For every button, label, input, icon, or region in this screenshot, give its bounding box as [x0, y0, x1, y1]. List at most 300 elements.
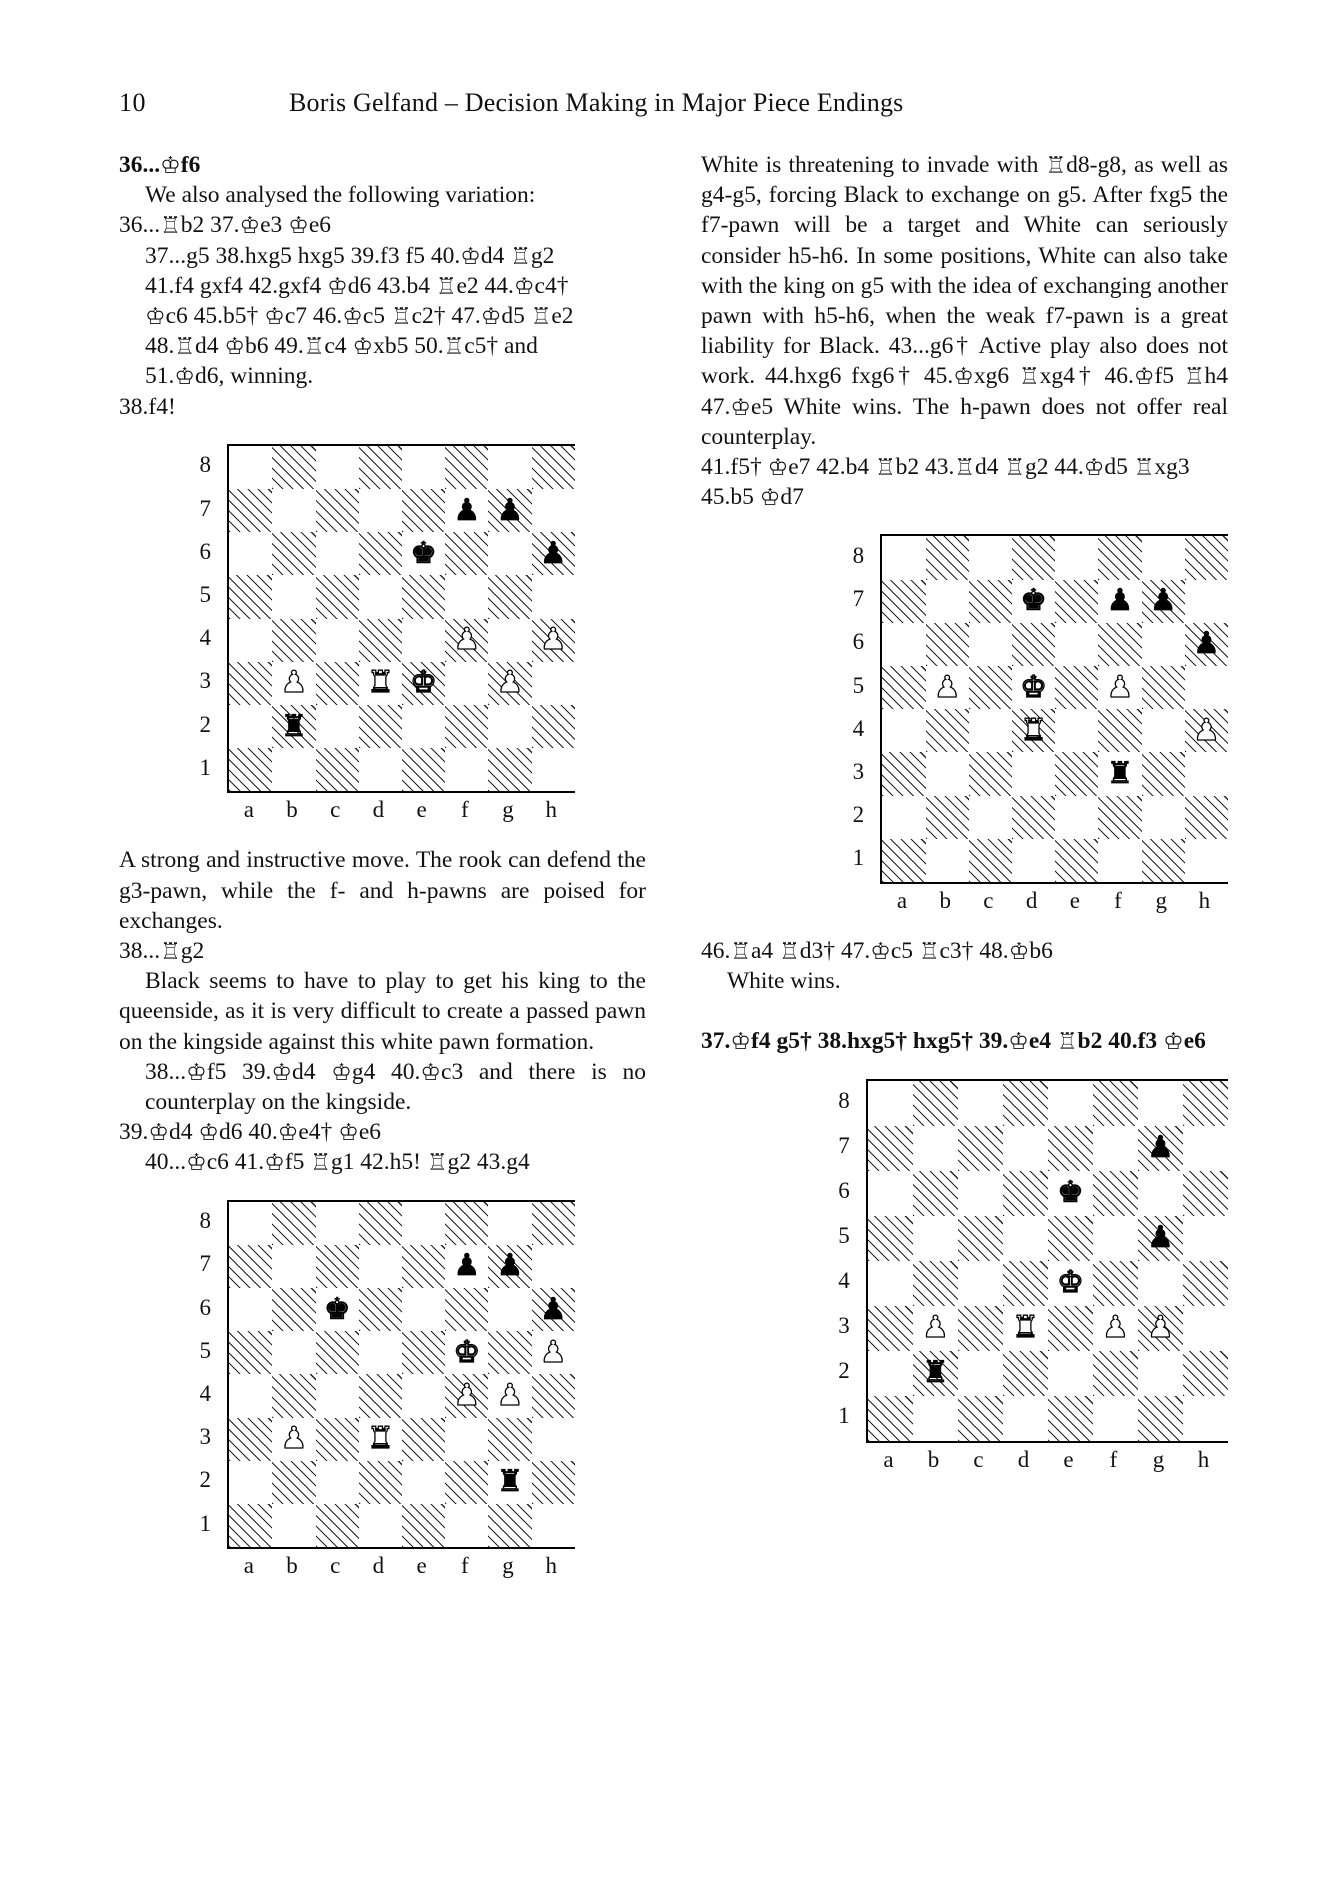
square-a2[interactable] [882, 796, 925, 839]
square-b7[interactable] [926, 580, 969, 623]
square-e3[interactable] [402, 662, 445, 705]
square-h6[interactable] [1183, 1171, 1228, 1216]
square-b6[interactable] [272, 1288, 315, 1331]
square-a5[interactable] [868, 1216, 913, 1261]
chess-piece-br: ♜ [496, 1464, 524, 1500]
square-b1[interactable] [926, 839, 969, 882]
square-a8[interactable] [229, 1202, 272, 1245]
square-f7[interactable] [445, 1245, 488, 1288]
square-f5[interactable] [1093, 1216, 1138, 1261]
rank-label-8: 8 [852, 543, 865, 569]
square-c5[interactable] [969, 666, 1012, 709]
square-c1[interactable] [316, 748, 359, 791]
square-g2[interactable] [1138, 1351, 1183, 1396]
square-f1[interactable] [1093, 1396, 1138, 1441]
square-b2[interactable] [272, 705, 315, 748]
square-d6[interactable] [359, 532, 402, 575]
square-b3[interactable] [272, 1418, 315, 1461]
square-b7[interactable] [272, 1245, 315, 1288]
square-g4[interactable] [488, 1374, 531, 1417]
square-d4[interactable] [1012, 709, 1055, 752]
square-g2[interactable] [488, 705, 531, 748]
square-a1[interactable] [882, 839, 925, 882]
square-a1[interactable] [229, 1504, 272, 1547]
square-h3[interactable] [1183, 1306, 1228, 1351]
square-f1[interactable] [1098, 839, 1141, 882]
square-a6[interactable] [882, 623, 925, 666]
square-f2[interactable] [1093, 1351, 1138, 1396]
square-g8[interactable] [488, 446, 531, 489]
square-c8[interactable] [969, 536, 1012, 579]
square-g4[interactable] [1142, 709, 1185, 752]
square-a5[interactable] [882, 666, 925, 709]
file-label-a: a [883, 1446, 894, 1472]
square-d7[interactable] [359, 1245, 402, 1288]
chess-piece-bp: ♟ [1147, 1130, 1174, 1166]
square-f6[interactable] [445, 532, 488, 575]
square-e7[interactable] [402, 489, 445, 532]
file-label-c: c [330, 1553, 341, 1579]
file-label-g: g [1152, 1446, 1165, 1472]
square-g8[interactable] [1138, 1081, 1183, 1126]
file-label-f: f [460, 797, 469, 823]
square-b4[interactable] [272, 619, 315, 662]
square-e6[interactable] [1055, 623, 1098, 666]
square-g6[interactable] [488, 532, 531, 575]
square-c7[interactable] [316, 1245, 359, 1288]
square-d8[interactable] [1003, 1081, 1048, 1126]
square-e1[interactable] [402, 748, 445, 791]
square-h4[interactable] [532, 1374, 575, 1417]
diagram-1-wrapper [119, 444, 646, 824]
square-f2[interactable] [1098, 796, 1141, 839]
square-g2[interactable] [1142, 796, 1185, 839]
file-labels-1 [227, 793, 573, 823]
square-d1[interactable] [359, 1504, 402, 1547]
square-a6[interactable] [868, 1171, 913, 1216]
square-c1[interactable] [316, 1504, 359, 1547]
square-e6[interactable] [402, 1288, 445, 1331]
square-e1[interactable] [1048, 1396, 1093, 1441]
square-d7[interactable] [1012, 580, 1055, 623]
square-g3[interactable] [488, 1418, 531, 1461]
square-a4[interactable] [868, 1261, 913, 1306]
square-g5[interactable] [1142, 666, 1185, 709]
square-e2[interactable] [1055, 796, 1098, 839]
square-b6[interactable] [913, 1171, 958, 1216]
square-b8[interactable] [272, 1202, 315, 1245]
square-a4[interactable] [229, 1374, 272, 1417]
square-b8[interactable] [913, 1081, 958, 1126]
square-e3[interactable] [1048, 1306, 1093, 1351]
square-g6[interactable] [488, 1288, 531, 1331]
square-b4[interactable] [913, 1261, 958, 1306]
square-c8[interactable] [316, 446, 359, 489]
file-label-g: g [1155, 888, 1167, 914]
rank-label-1: 1 [852, 845, 865, 871]
square-b7[interactable] [913, 1126, 958, 1171]
square-c3[interactable] [969, 752, 1012, 795]
file-label-e: e [416, 1553, 427, 1579]
square-h5[interactable] [1183, 1216, 1228, 1261]
chess-piece-wp: ♟ [1102, 1310, 1129, 1346]
chess-board-1 [227, 444, 575, 794]
square-h8[interactable] [1183, 1081, 1228, 1126]
square-e8[interactable] [402, 1202, 445, 1245]
square-h7[interactable] [1185, 580, 1228, 623]
square-c1[interactable] [969, 839, 1012, 882]
square-c6[interactable] [958, 1171, 1003, 1216]
square-f6[interactable] [445, 1288, 488, 1331]
square-c3[interactable] [958, 1306, 1003, 1351]
chess-piece-wp: ♟ [922, 1310, 949, 1346]
square-c6[interactable] [316, 532, 359, 575]
square-a6[interactable] [229, 1288, 272, 1331]
square-c4[interactable] [969, 709, 1012, 752]
square-h1[interactable] [1185, 839, 1228, 882]
square-g7[interactable] [488, 1245, 531, 1288]
square-b4[interactable] [272, 1374, 315, 1417]
square-e8[interactable] [402, 446, 445, 489]
square-h1[interactable] [532, 1504, 575, 1547]
square-e5[interactable] [1048, 1216, 1093, 1261]
square-b5[interactable] [926, 666, 969, 709]
square-f1[interactable] [445, 748, 488, 791]
square-a1[interactable] [229, 748, 272, 791]
left-column [119, 150, 646, 1579]
square-g1[interactable] [1138, 1396, 1183, 1441]
square-d3[interactable] [1012, 752, 1055, 795]
square-a7[interactable] [868, 1126, 913, 1171]
square-c7[interactable] [316, 489, 359, 532]
square-f5[interactable] [445, 1331, 488, 1374]
square-a3[interactable] [882, 752, 925, 795]
square-e3[interactable] [1055, 752, 1098, 795]
square-c5[interactable] [316, 1331, 359, 1374]
square-f4[interactable] [445, 619, 488, 662]
square-f4[interactable] [1093, 1261, 1138, 1306]
file-label-c: c [973, 1446, 984, 1472]
chess-figurine-glyph: ♔ [264, 304, 285, 331]
square-b6[interactable] [926, 623, 969, 666]
chess-figurine-glyph: ♔ [953, 364, 974, 391]
square-g6[interactable] [1138, 1171, 1183, 1216]
square-b7[interactable] [272, 489, 315, 532]
diagram-4-wrapper [701, 1079, 1228, 1473]
square-a7[interactable] [229, 489, 272, 532]
rank-label-4: 4 [199, 1381, 211, 1406]
square-b2[interactable] [913, 1351, 958, 1396]
square-d6[interactable] [1003, 1171, 1048, 1216]
square-d5[interactable] [359, 1331, 402, 1374]
square-f3[interactable] [445, 1418, 488, 1461]
square-h4[interactable] [1185, 709, 1228, 752]
square-d7[interactable] [1003, 1126, 1048, 1171]
file-label-g: g [502, 797, 514, 823]
square-d3[interactable] [359, 1418, 402, 1461]
square-d5[interactable] [1012, 666, 1055, 709]
square-b6[interactable] [272, 532, 315, 575]
square-f1[interactable] [445, 1504, 488, 1547]
chess-figurine-glyph: ♔ [277, 1120, 299, 1147]
square-a7[interactable] [882, 580, 925, 623]
square-d3[interactable] [359, 662, 402, 705]
square-c7[interactable] [958, 1126, 1003, 1171]
square-a5[interactable] [229, 1331, 272, 1374]
square-a8[interactable] [229, 446, 272, 489]
square-c3[interactable] [316, 662, 359, 705]
variation-a-line1: 37...g5 38.hxg5 hxg5 39.f3 f5 40.♔d4 ♖g2 [145, 242, 555, 270]
square-a8[interactable] [868, 1081, 913, 1126]
square-b1[interactable] [913, 1396, 958, 1441]
square-b3[interactable] [926, 752, 969, 795]
square-d6[interactable] [1012, 623, 1055, 666]
square-e5[interactable] [1055, 666, 1098, 709]
chess-piece-bp: ♟ [453, 492, 481, 528]
square-d2[interactable] [359, 1461, 402, 1504]
square-h4[interactable] [1183, 1261, 1228, 1306]
square-h6[interactable] [532, 532, 575, 575]
square-c6[interactable] [316, 1288, 359, 1331]
square-h8[interactable] [532, 446, 575, 489]
square-h2[interactable] [1183, 1351, 1228, 1396]
square-c4[interactable] [958, 1261, 1003, 1306]
square-e4[interactable] [1048, 1261, 1093, 1306]
square-f4[interactable] [445, 1374, 488, 1417]
square-d5[interactable] [359, 575, 402, 618]
square-c5[interactable] [958, 1216, 1003, 1261]
square-e1[interactable] [1055, 839, 1098, 882]
square-f2[interactable] [445, 705, 488, 748]
square-d8[interactable] [359, 446, 402, 489]
square-f7[interactable] [1098, 580, 1141, 623]
square-c5[interactable] [316, 575, 359, 618]
square-c6[interactable] [969, 623, 1012, 666]
square-d4[interactable] [1003, 1261, 1048, 1306]
square-h8[interactable] [532, 1202, 575, 1245]
square-a2[interactable] [868, 1351, 913, 1396]
square-e4[interactable] [402, 619, 445, 662]
square-e1[interactable] [402, 1504, 445, 1547]
square-f8[interactable] [445, 1202, 488, 1245]
square-f4[interactable] [1098, 709, 1141, 752]
square-f6[interactable] [1093, 1171, 1138, 1216]
square-e2[interactable] [1048, 1351, 1093, 1396]
square-h7[interactable] [532, 489, 575, 532]
square-g3[interactable] [1142, 752, 1185, 795]
square-d2[interactable] [1012, 796, 1055, 839]
square-d1[interactable] [359, 748, 402, 791]
chess-figurine-glyph: ♖ [530, 304, 552, 331]
square-f3[interactable] [1093, 1306, 1138, 1351]
square-h5[interactable] [532, 575, 575, 618]
square-e4[interactable] [1055, 709, 1098, 752]
square-a8[interactable] [882, 536, 925, 579]
square-h7[interactable] [532, 1245, 575, 1288]
square-g7[interactable] [1142, 580, 1185, 623]
square-c8[interactable] [316, 1202, 359, 1245]
square-c8[interactable] [958, 1081, 1003, 1126]
square-g7[interactable] [1138, 1126, 1183, 1171]
square-e2[interactable] [402, 705, 445, 748]
square-a3[interactable] [229, 662, 272, 705]
chess-figurine-glyph: ♔ [1163, 1029, 1184, 1056]
square-b8[interactable] [272, 446, 315, 489]
file-label-d: d [372, 1553, 385, 1579]
square-d8[interactable] [359, 1202, 402, 1245]
square-e5[interactable] [402, 1331, 445, 1374]
square-f7[interactable] [1093, 1126, 1138, 1171]
chess-figurine-glyph: ♖ [954, 455, 976, 482]
square-d2[interactable] [359, 705, 402, 748]
square-d3[interactable] [1003, 1306, 1048, 1351]
square-g5[interactable] [488, 1331, 531, 1374]
square-c1[interactable] [958, 1396, 1003, 1441]
square-a3[interactable] [868, 1306, 913, 1351]
square-g3[interactable] [488, 662, 531, 705]
square-d2[interactable] [1003, 1351, 1048, 1396]
square-f7[interactable] [445, 489, 488, 532]
square-e7[interactable] [1055, 580, 1098, 623]
square-h8[interactable] [1185, 536, 1228, 579]
square-h1[interactable] [1183, 1396, 1228, 1441]
square-a6[interactable] [229, 532, 272, 575]
chess-diagram-3 [190, 1200, 575, 1580]
square-f8[interactable] [1093, 1081, 1138, 1126]
square-d7[interactable] [359, 489, 402, 532]
square-e4[interactable] [402, 1374, 445, 1417]
square-d4[interactable] [359, 619, 402, 662]
square-b4[interactable] [926, 709, 969, 752]
chess-figurine-glyph: ♔ [513, 273, 535, 300]
square-e8[interactable] [1055, 536, 1098, 579]
square-f2[interactable] [445, 1461, 488, 1504]
chess-piece-wp: ♟ [539, 1334, 567, 1370]
square-h4[interactable] [532, 619, 575, 662]
rank-label-4: 4 [199, 625, 211, 651]
square-h7[interactable] [1183, 1126, 1228, 1171]
square-c7[interactable] [969, 580, 1012, 623]
square-a7[interactable] [229, 1245, 272, 1288]
square-g1[interactable] [488, 748, 531, 791]
file-label-h: h [1198, 888, 1211, 914]
square-h6[interactable] [1185, 623, 1228, 666]
square-e6[interactable] [1048, 1171, 1093, 1216]
square-b3[interactable] [913, 1306, 958, 1351]
square-g1[interactable] [1142, 839, 1185, 882]
square-f3[interactable] [445, 662, 488, 705]
square-h5[interactable] [1185, 666, 1228, 709]
square-a5[interactable] [229, 575, 272, 618]
square-a3[interactable] [229, 1418, 272, 1461]
file-label-c: c [983, 888, 994, 914]
square-f5[interactable] [1098, 666, 1141, 709]
square-e6[interactable] [402, 532, 445, 575]
square-d4[interactable] [359, 1374, 402, 1417]
square-g8[interactable] [1142, 536, 1185, 579]
square-h1[interactable] [532, 748, 575, 791]
square-e5[interactable] [402, 575, 445, 618]
square-g3[interactable] [1138, 1306, 1183, 1351]
square-a1[interactable] [868, 1396, 913, 1441]
square-d1[interactable] [1012, 839, 1055, 882]
square-a4[interactable] [882, 709, 925, 752]
square-a2[interactable] [229, 705, 272, 748]
square-c2[interactable] [316, 1461, 359, 1504]
rank-label-2: 2 [852, 802, 865, 828]
square-b5[interactable] [272, 1331, 315, 1374]
square-b1[interactable] [272, 1504, 315, 1547]
square-f8[interactable] [1098, 536, 1141, 579]
square-b1[interactable] [272, 748, 315, 791]
square-e7[interactable] [402, 1245, 445, 1288]
chess-figurine-glyph: ♔ [271, 1059, 293, 1086]
chess-piece-wp: ♟ [1192, 712, 1220, 748]
square-b8[interactable] [926, 536, 969, 579]
square-g5[interactable] [1138, 1216, 1183, 1261]
square-d6[interactable] [359, 1288, 402, 1331]
square-c4[interactable] [316, 619, 359, 662]
square-f3[interactable] [1098, 752, 1141, 795]
square-b2[interactable] [926, 796, 969, 839]
rank-labels-2 [843, 534, 873, 880]
square-g4[interactable] [488, 619, 531, 662]
square-g1[interactable] [488, 1504, 531, 1547]
rank-label-6: 6 [852, 629, 865, 655]
square-a2[interactable] [229, 1461, 272, 1504]
square-g6[interactable] [1142, 623, 1185, 666]
square-h3[interactable] [1185, 752, 1228, 795]
square-g8[interactable] [488, 1202, 531, 1245]
square-d8[interactable] [1012, 536, 1055, 579]
square-c2[interactable] [958, 1351, 1003, 1396]
square-c3[interactable] [316, 1418, 359, 1461]
square-d5[interactable] [1003, 1216, 1048, 1261]
square-f6[interactable] [1098, 623, 1141, 666]
square-g2[interactable] [488, 1461, 531, 1504]
square-h3[interactable] [532, 1418, 575, 1461]
square-h3[interactable] [532, 662, 575, 705]
file-label-b: b [939, 888, 951, 914]
square-e3[interactable] [402, 1418, 445, 1461]
square-a4[interactable] [229, 619, 272, 662]
square-h2[interactable] [532, 1461, 575, 1504]
square-b5[interactable] [272, 575, 315, 618]
square-b3[interactable] [272, 662, 315, 705]
square-e2[interactable] [402, 1461, 445, 1504]
square-e7[interactable] [1048, 1126, 1093, 1171]
square-g7[interactable] [488, 489, 531, 532]
square-h2[interactable] [532, 705, 575, 748]
square-c2[interactable] [969, 796, 1012, 839]
square-g5[interactable] [488, 575, 531, 618]
chess-figurine-glyph: ♖ [1019, 364, 1040, 391]
square-d1[interactable] [1003, 1396, 1048, 1441]
square-h6[interactable] [532, 1288, 575, 1331]
square-f5[interactable] [445, 575, 488, 618]
square-e8[interactable] [1048, 1081, 1093, 1126]
running-head [119, 88, 1220, 122]
square-c2[interactable] [316, 705, 359, 748]
square-h2[interactable] [1185, 796, 1228, 839]
square-f8[interactable] [445, 446, 488, 489]
square-c4[interactable] [316, 1374, 359, 1417]
square-h5[interactable] [532, 1331, 575, 1374]
square-b2[interactable] [272, 1461, 315, 1504]
square-g4[interactable] [1138, 1261, 1183, 1306]
square-b5[interactable] [913, 1216, 958, 1261]
variation-b: 38...♔f5 39.♔d4 ♔g4 40.♔c3 and there is no counterplay on the kingside. [145, 1058, 646, 1116]
